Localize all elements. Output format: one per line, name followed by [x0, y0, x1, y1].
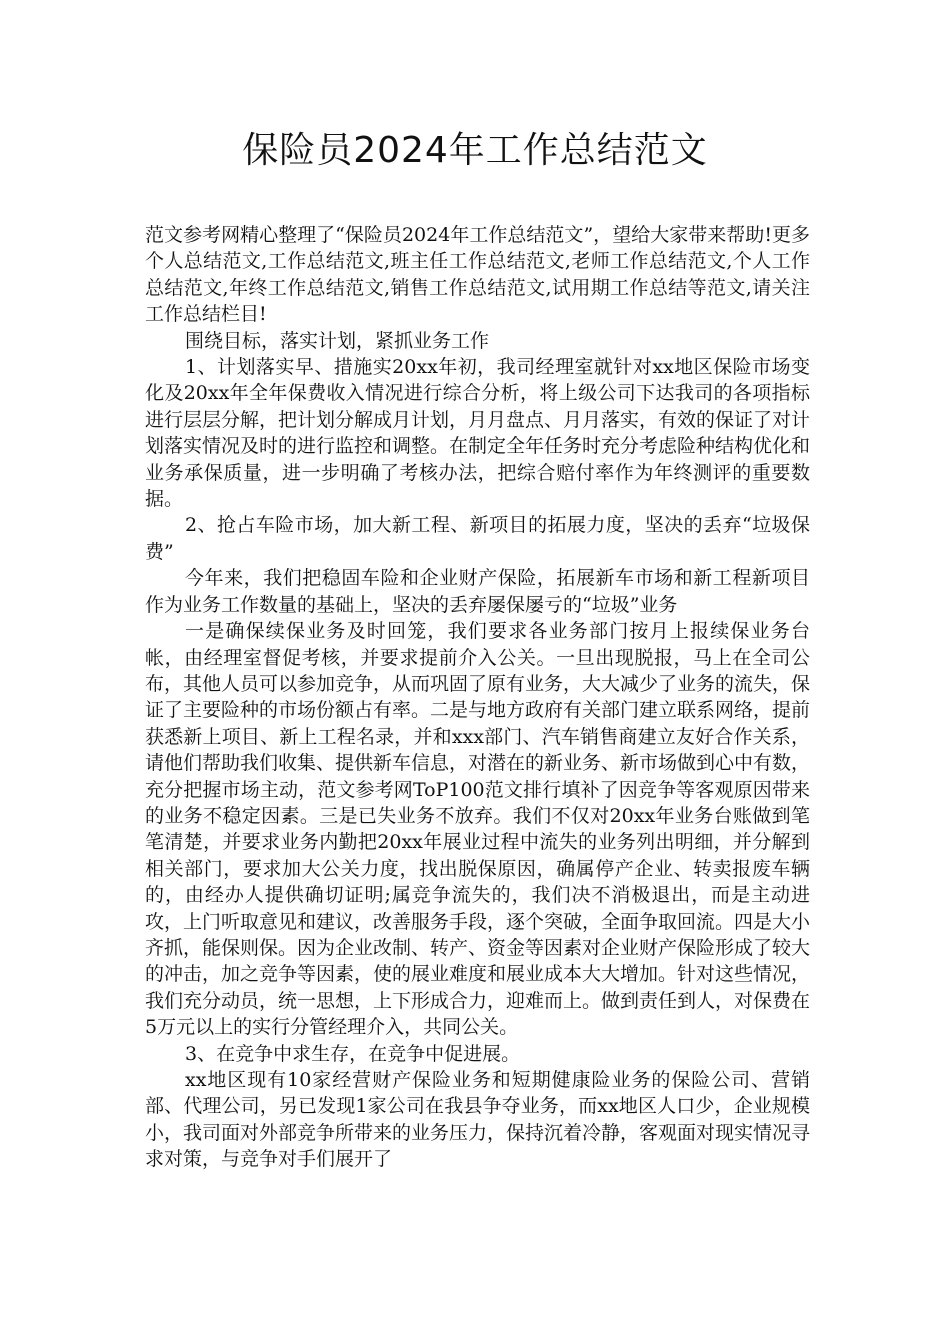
body-paragraph: 一是确保续保业务及时回笼，我们要求各业务部门按月上报续保业务台帐，由经理室督促考核，并要求提前介入公关。一旦出现脱报，马上在全司公布，其他人员可以参加竞争，从而巩固了原有业务，大大减少了业务的流失，保证了主要险种的市场份额占有率。二是与地方政府有关部门建立联系网络，提前获悉新上项目、新上工程名录，并和xxx部门、汽车销售商建立友好合作关系，请他们帮助我们收集、提供新车信息，对潜在的新业务、新市场做到心中有数，充分把握市场主动，范文参考网ToP100范文排行填补了因竞争等客观原因带来的业务不稳定因素。三是已失业务不放弃。我们不仅对20xx年业务台账做到笔笔清楚，并要求业务内勤把20xx年展业过程中流失的业务列出明细，并分解到相关部门，要求加大公关力度，找出脱保原因，确属停产企业、转卖报废车辆的，由经办人提供确切证明;属竞争流失的，我们决不消极退出，而是主动进攻，上门听取意见和建议，改善服务手段，逐个突破，全面争取回流。四是大小齐抓，能保则保。因为企业改制、转产、资金等因素对企业财产保险形成了较大的冲击，加之竞争等因素，使的展业难度和展业成本大大增加。针对这些情况，我们充分动员，统一思想，上下形成合力，迎难而上。做到责任到人，对保费在5万元以上的实行分管经理介入，共同公关。: [145, 620, 811, 1039]
section-heading-paragraph: 围绕目标，落实计划，紧抓业务工作: [185, 329, 490, 352]
body-paragraph: 今年来，我们把稳固车险和企业财产保险，拓展新车市场和新工程新项目作为业务工作数量的基础上，坚决的丢弃屡保屡亏的“垃圾”业务: [145, 567, 810, 616]
body-paragraph: 3、在竞争中求生存，在竞争中促进展。: [185, 1042, 521, 1065]
body-paragraph: xx地区现有10家经营财产保险业务和短期健康险业务的保险公司、营销部、代理公司，另已发现1家公司在我县争夺业务，而xx地区人口少，企业规模小，我司面对外部竞争所带来的业务压力，保持沉着冷静，客观面对现实情况寻求对策，与竞争对手们展开了: [145, 1069, 811, 1171]
document-body: [145, 222, 810, 1173]
intro-paragraph: 范文参考网精心整理了“保险员2024年工作总结范文”，望给大家带来帮助!更多个人总结范文,工作总结范文,班主任工作总结范文,老师工作总结范文,个人工作总结范文,年终工作总结范文,销售工作总结范文,试用期工作总结等范文,请关注工作总结栏目!: [145, 224, 810, 326]
body-paragraph: 1、计划落实早、措施实20xx年初，我司经理室就针对xx地区保险市场变化及20xx年全年保费收入情况进行综合分析，将上级公司下达我司的各项指标进行层层分解，把计划分解成月计划，月月盘点、月月落实，有效的保证了对计划落实情况及时的进行监控和调整。在制定全年任务时充分考虑险种结构优化和业务承保质量，进一步明确了考核办法，把综合赔付率作为年终测评的重要数据。: [145, 356, 811, 511]
body-paragraph: 2、抢占车险市场，加大新工程、新项目的拓展力度，坚决的丢弃“垃圾保费”: [145, 514, 810, 563]
document-title: 保险员2024年工作总结范文: [242, 130, 708, 171]
